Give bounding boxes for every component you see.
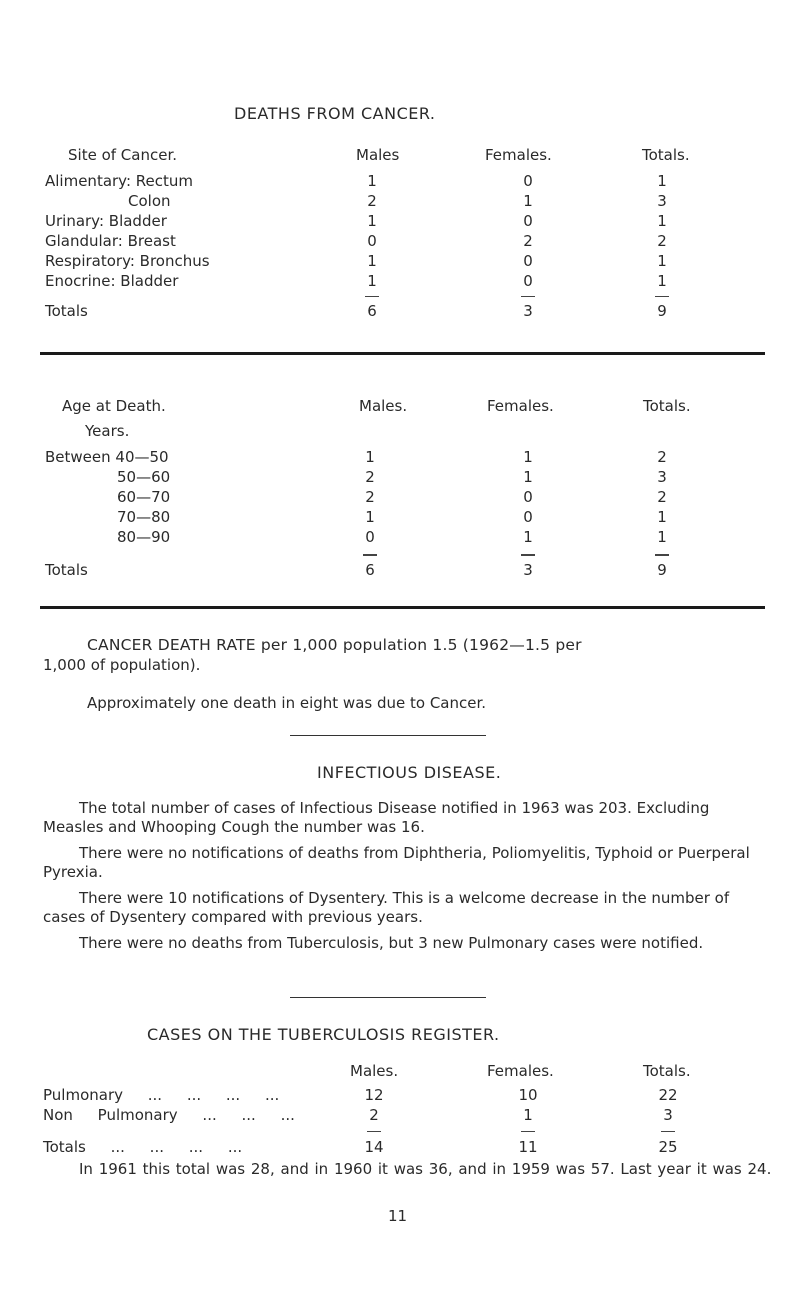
totals-label: Totals ... ... ... ... — [43, 1138, 243, 1156]
cell-females: 10 — [518, 1086, 538, 1104]
section-divider — [40, 352, 765, 355]
cell-males: 2 — [365, 468, 375, 486]
cell-males: 6 — [367, 302, 377, 320]
section-divider — [40, 606, 765, 609]
tb-register-title: CASES ON THE TUBERCULOSIS REGISTER. — [147, 1025, 500, 1044]
cell-totals: 1 — [657, 212, 667, 230]
cell-males: 1 — [365, 508, 375, 526]
row-label: 60—70 — [117, 488, 171, 506]
cell-males: 2 — [365, 488, 375, 506]
cell-males: 14 — [364, 1138, 384, 1156]
sum-rule — [521, 554, 535, 556]
cell-totals: 1 — [657, 508, 667, 526]
col-header-females: Females. — [487, 397, 554, 415]
cell-totals: 1 — [657, 172, 667, 190]
cell-females: 1 — [523, 192, 533, 210]
row-label: Non Pulmonary ... ... ... — [43, 1106, 295, 1124]
cell-males: 0 — [365, 528, 375, 546]
cell-males: 1 — [367, 212, 377, 230]
death-rate-line: 1,000 of population). — [43, 656, 201, 674]
cell-females: 1 — [523, 1106, 533, 1124]
cell-totals: 9 — [657, 561, 667, 579]
cell-females: 3 — [523, 561, 533, 579]
row-label: Enocrine: Bladder — [45, 272, 179, 290]
row-label: 50—60 — [117, 468, 171, 486]
page-number: 11 — [388, 1207, 408, 1225]
short-divider — [290, 997, 486, 998]
sum-rule — [655, 554, 669, 556]
cell-males: 6 — [365, 561, 375, 579]
sum-rule — [363, 554, 377, 556]
col-header-site: Site of Cancer. — [68, 146, 177, 164]
col-header-age: Age at Death. — [62, 397, 166, 415]
cell-females: 0 — [523, 272, 533, 290]
infectious-paragraph: There were no notifications of deaths from Diphtheria, Poliomyelitis, Typhoid or Puerperal Pyrexia. — [43, 844, 750, 881]
row-label: 80—90 — [117, 528, 171, 546]
row-label: Between 40—50 — [45, 448, 169, 466]
cell-females: 1 — [523, 448, 533, 466]
cell-females: 3 — [523, 302, 533, 320]
cell-females: 0 — [523, 252, 533, 270]
sum-rule — [521, 296, 535, 297]
sum-rule — [365, 296, 379, 297]
cell-females: 11 — [518, 1138, 538, 1156]
cancer-deaths-title: DEATHS FROM CANCER. — [234, 104, 436, 123]
cell-males: 1 — [367, 272, 377, 290]
cell-totals: 1 — [657, 272, 667, 290]
totals-label: Totals — [45, 302, 88, 320]
cell-males: 12 — [364, 1086, 384, 1104]
infectious-paragraph: The total number of cases of Infectious Disease notified in 1963 was 203. Excluding Measles and Whooping Cough the number was 16. — [43, 799, 710, 836]
cell-totals: 3 — [663, 1106, 673, 1124]
cell-females: 1 — [523, 528, 533, 546]
cell-females: 1 — [523, 468, 533, 486]
cell-totals: 1 — [657, 528, 667, 546]
col-header-males: Males. — [350, 1062, 399, 1080]
col-header-males: Males. — [359, 397, 408, 415]
subheader-years: Years. — [85, 422, 130, 440]
cell-males: 0 — [367, 232, 377, 250]
col-header-totals: Totals. — [643, 1062, 691, 1080]
cell-males: 2 — [367, 192, 377, 210]
row-label: Respiratory: Bronchus — [45, 252, 210, 270]
sum-rule — [655, 296, 669, 297]
cell-totals: 3 — [657, 192, 667, 210]
cell-females: 2 — [523, 232, 533, 250]
cell-totals: 3 — [657, 468, 667, 486]
row-label: Pulmonary ... ... ... ... — [43, 1086, 280, 1104]
cell-males: 1 — [367, 172, 377, 190]
cell-totals: 9 — [657, 302, 667, 320]
cell-totals: 25 — [658, 1138, 678, 1156]
infectious-paragraph: There were 10 notifications of Dysentery. This is a welcome decrease in the number of cases of Dysentery compared with previous years. — [43, 889, 730, 926]
cell-females: 0 — [523, 212, 533, 230]
cell-females: 0 — [523, 172, 533, 190]
row-label: 70—80 — [117, 508, 171, 526]
row-label: Urinary: Bladder — [45, 212, 167, 230]
col-header-females: Females. — [487, 1062, 554, 1080]
cell-totals: 1 — [657, 252, 667, 270]
col-header-totals: Totals. — [643, 397, 691, 415]
row-label: Colon — [128, 192, 171, 210]
sum-rule — [521, 1131, 535, 1132]
cell-females: 0 — [523, 508, 533, 526]
cell-totals: 22 — [658, 1086, 678, 1104]
cell-females: 0 — [523, 488, 533, 506]
row-label: Glandular: Breast — [45, 232, 176, 250]
totals-label: Totals — [45, 561, 88, 579]
row-label: Alimentary: Rectum — [45, 172, 194, 190]
cell-totals: 2 — [657, 448, 667, 466]
short-divider — [290, 735, 486, 736]
approx-note: Approximately one death in eight was due to Cancer. — [87, 694, 487, 712]
sum-rule — [661, 1131, 675, 1132]
cell-males: 1 — [365, 448, 375, 466]
cell-males: 1 — [367, 252, 377, 270]
tb-history-note: In 1961 this total was 28, and in 1960 it was 36, and in 1959 was 57. Last year it was 24. — [79, 1160, 772, 1178]
cell-males: 2 — [369, 1106, 379, 1124]
cell-totals: 2 — [657, 232, 667, 250]
sum-rule — [367, 1131, 381, 1132]
infectious-paragraph: There were no deaths from Tuberculosis, but 3 new Pulmonary cases were notified. — [79, 934, 704, 952]
col-header-females: Females. — [485, 146, 552, 164]
death-rate-line: CANCER DEATH RATE per 1,000 population 1.5 (1962—1.5 per — [87, 636, 582, 654]
col-header-males: Males — [356, 146, 400, 164]
col-header-totals: Totals. — [642, 146, 690, 164]
cell-totals: 2 — [657, 488, 667, 506]
infectious-title: INFECTIOUS DISEASE. — [317, 763, 502, 782]
